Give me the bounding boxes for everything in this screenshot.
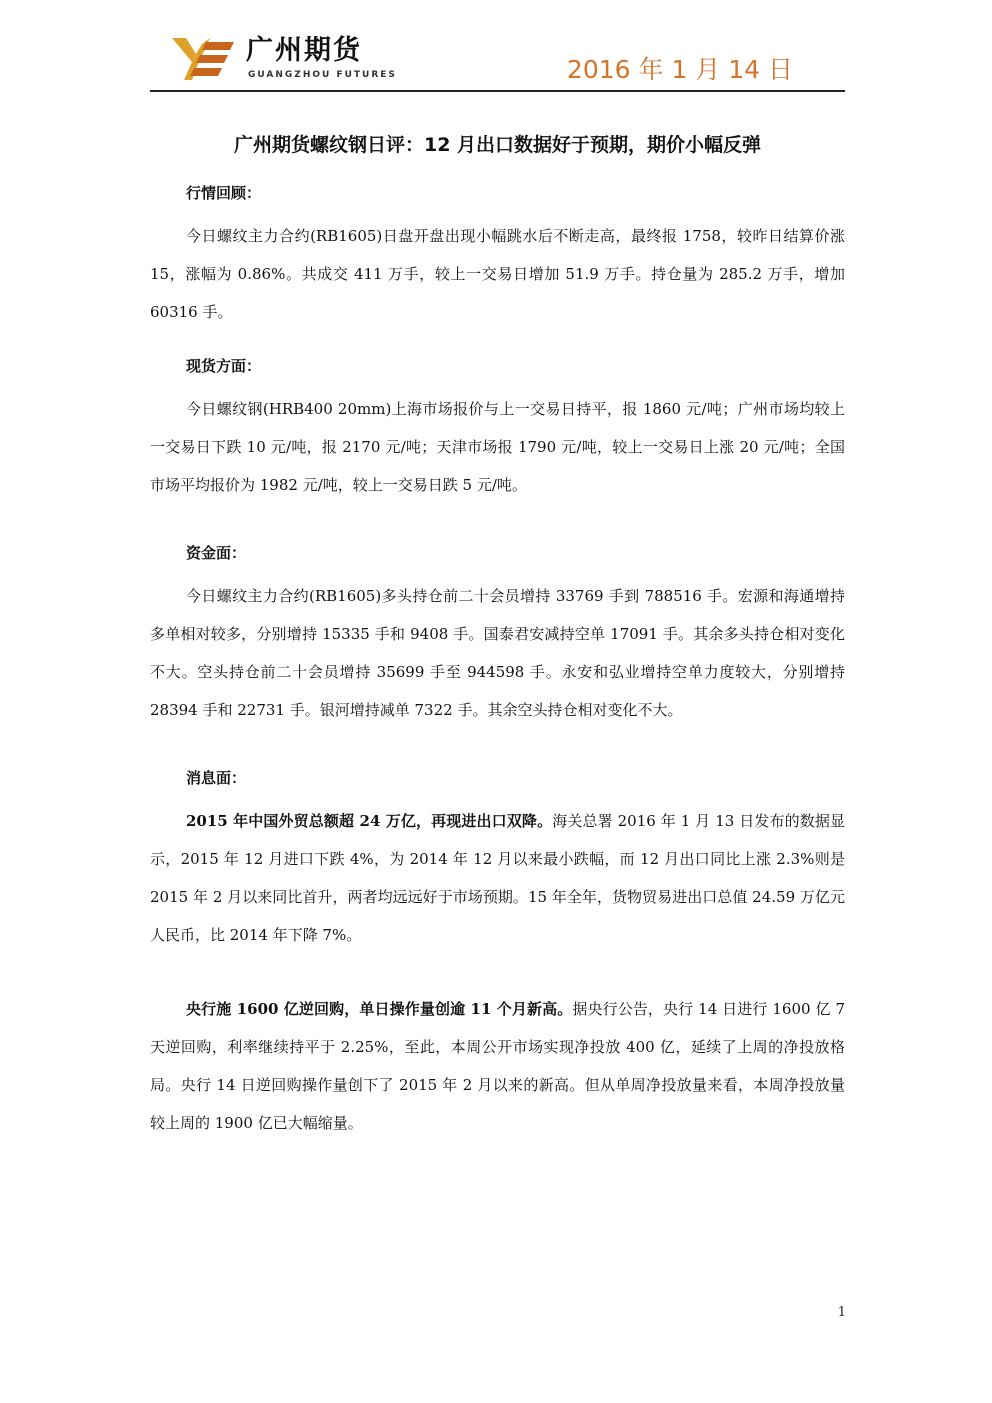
spacer bbox=[150, 954, 845, 990]
news-item-trade bbox=[150, 802, 845, 954]
report-date: 2016 年 1 月 14 日 bbox=[566, 55, 793, 84]
logo-text-cn: 广州期货 bbox=[246, 35, 362, 66]
page-header bbox=[150, 30, 845, 92]
news-item-repo-text: 据央行公告，央行 14 日进行 1600 亿 7 天逆回购，利率继续持平于 2.25%，至此，本周公开市场实现净投放 400 亿，延续了上周的净投放格局。央行 14 日逆回购操作量创下了 2015 年 2 月以来的新高。但从单周净投放量来看，本周净投放量较上周的 1900 亿已大幅缩量。 bbox=[150, 1000, 845, 1132]
news-item-repo bbox=[150, 990, 845, 1142]
section-heading-review: 行情回顾： bbox=[186, 184, 262, 202]
spot-paragraph: 今日螺纹钢(HRB400 20mm)上海市场报价与上一交易日持平，报 1860 元/吨；广州市场均较上一交易日下跌 10 元/吨，报 2170 元/吨；天津市场报 1790 元/吨，较上一交易日上涨 20 元/吨；全国市场平均报价为 1982 元/吨，较上一交易日跌 5 元/吨。 bbox=[150, 400, 845, 494]
spacer bbox=[150, 504, 845, 540]
report-title: 广州期货螺纹钢日评：12 月出口数据好于预期，期价小幅反弹 bbox=[233, 134, 762, 156]
section-heading-spot: 现货方面： bbox=[186, 357, 262, 375]
news-item-repo-lead: 央行施 1600 亿逆回购，单日操作量创逾 11 个月新高。 bbox=[186, 1000, 573, 1018]
company-logo-icon bbox=[172, 38, 234, 80]
section-heading-news: 消息面： bbox=[186, 769, 247, 787]
news-item-trade-lead: 2015 年中国外贸总额超 24 万亿，再现进出口双降。 bbox=[186, 812, 553, 830]
logo-text-en: GUANGZHOU FUTURES bbox=[248, 70, 397, 80]
review-paragraph: 今日螺纹主力合约(RB1605)日盘开盘出现小幅跳水后不断走高，最终报 1758，较昨日结算价涨 15，涨幅为 0.86%。共成交 411 万手，较上一交易日增加 51.9 万手。持仓量为 285.2 万手，增加 60316 手。 bbox=[150, 227, 845, 321]
header-divider bbox=[150, 90, 845, 92]
funds-paragraph: 今日螺纹主力合约(RB1605)多头持仓前二十会员增持 33769 手到 788516 手。宏源和海通增持多单相对较多，分别增持 15335 手和 9408 手。国泰君安减持空单 17091 手。其余多头持仓相对变化不大。空头持仓前二十会员增持 35699 手至 944598 手。永安和弘业增持空单力度较大，分别增持 28394 手和 22731 手。银河增持减单 7322 手。其余空头持仓相对变化不大。 bbox=[150, 587, 845, 719]
section-heading-funds: 资金面： bbox=[186, 544, 247, 562]
page-number: 1 bbox=[837, 1305, 846, 1320]
news-item-trade-text: 海关总署 2016 年 1 月 13 日发布的数据显示，2015 年 12 月进口下跌 4%，为 2014 年 12 月以来最小跌幅，而 12 月出口同比上涨 2.3%则是 2015 年 2 月以来同比首升，两者均远远好于市场预期。15 年全年，货物贸易进出口总值 24.59 万亿元人民币，比 2014 年下降 7%。 bbox=[150, 812, 845, 944]
report-body bbox=[150, 180, 845, 1142]
spacer bbox=[150, 331, 845, 353]
spacer bbox=[150, 729, 845, 765]
